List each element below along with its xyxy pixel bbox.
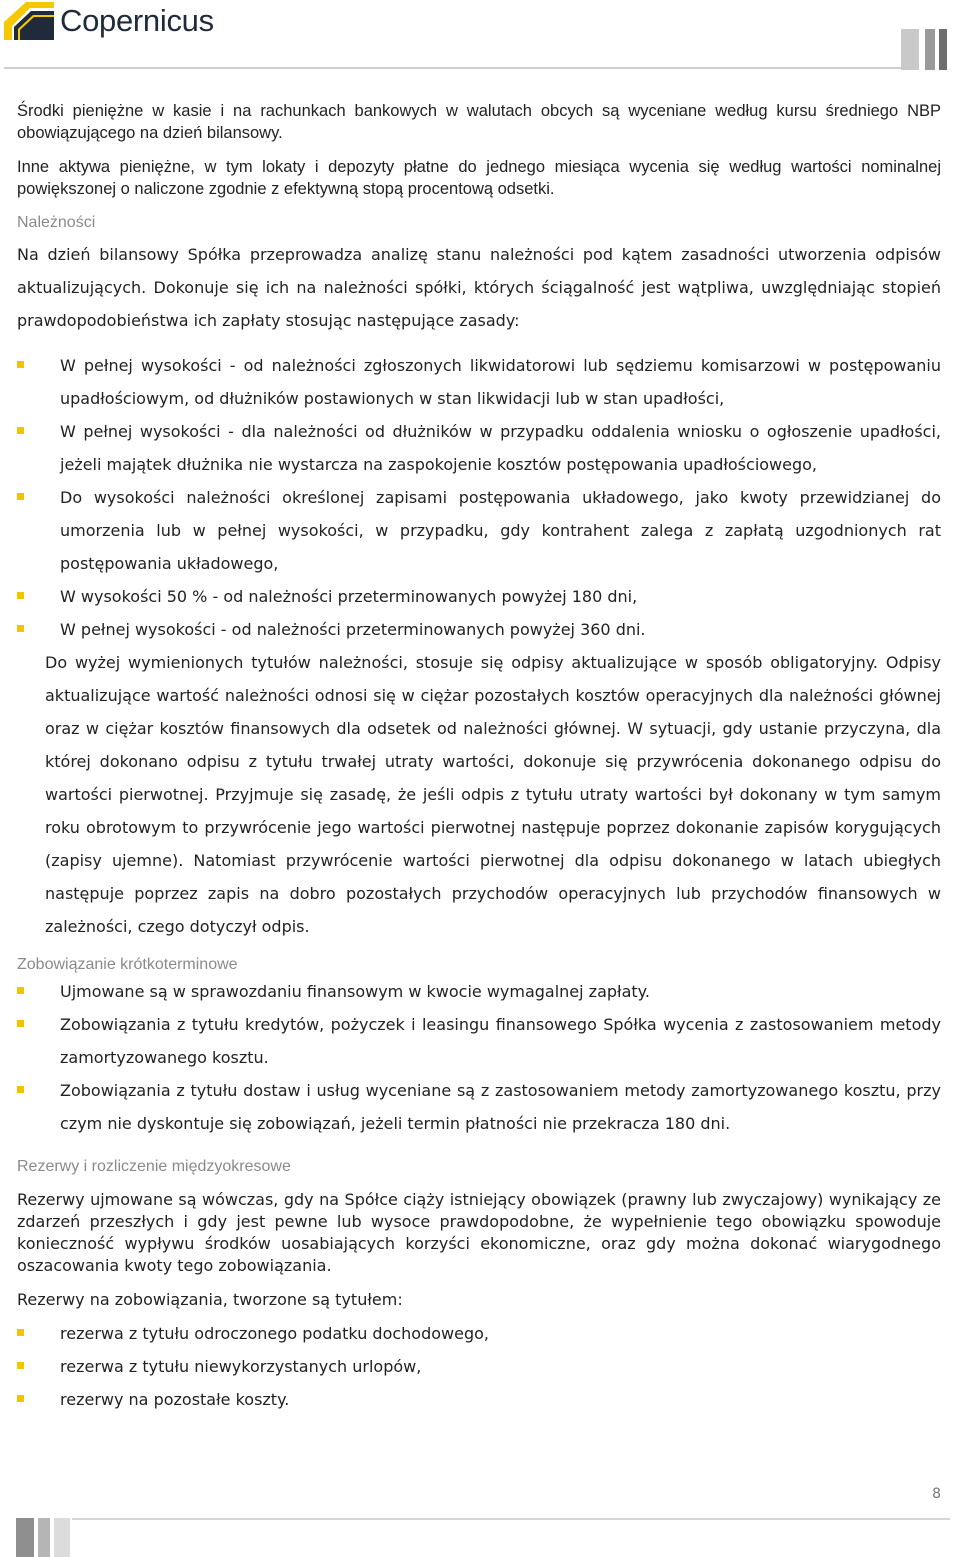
paragraph-provisions-intro: Rezerwy na zobowiązania, tworzone są tytułem: <box>17 1290 403 1309</box>
page-header <box>0 0 960 72</box>
bullet-icon <box>17 625 24 632</box>
paragraph-other-assets: Inne aktywa pieniężne, w tym lokaty i depozyty płatne do jednego miesiąca wycenia się według wartości nominalnej powiększonej o naliczone zgodnie z efektywną stopą procentową odsetki. <box>17 158 941 198</box>
heading-short-term-liabilities: Zobowiązanie krótkoterminowe <box>17 956 238 973</box>
paragraph-write-offs: Do wyżej wymienionych tytułów należności, stosuje się odpisy aktualizujące w sposób obligatoryjny. Odpisy aktualizujące wartość należności odnosi się w ciężar pozostałych kosztów operacyjnych dla należności głównej oraz w ciężar kosztów finansowych dla odsetek od należności głównej. W sytuacji, gdy ustanie przyczyna, dla której dokonano odpisu z tytułu trwałej utraty wartości, dokonuje się przywrócenia dokonanego odpisu do wartości pierwotnej. Przyjmuje się zasadę, że jeśli odpis z tytułu utraty wartości był dokonany w tym samym roku obrotowym to przywrócenie jego wartości pierwotnej następuje poprzez dokonanie zapisów korygujących (zapisy ujemne). Natomiast przywrócenie wartości pierwotnej dla odpisu dokonanego w latach ubiegłych następuje poprzez zapis na dobro pozostałych przychodów operacyjnych lub przychodów finansowych w zależności, czego dotyczył odpis. <box>45 653 941 936</box>
header-divider <box>4 67 938 69</box>
list-item: W pełnej wysokości - od należności przeterminowanych powyżej 360 dni. <box>17 613 941 646</box>
heading-receivables: Należności <box>17 214 96 231</box>
bullet-icon <box>17 592 24 599</box>
copernicus-logo <box>4 2 214 40</box>
paragraph-provisions: Rezerwy ujmowane są wówczas, gdy na Spółce ciąży istniejący obowiązek (prawny lub zwyczajowy) wynikający ze zdarzeń przeszłych i gdy jest pewne lub wysoce prawdopodobne, że wypełnienie tego obowiązku spowoduje konieczność wypływu środków uosabiających korzyści ekonomiczne, oraz gdy można dokonać wiarygodnego oszacowania kwoty tego zobowiązania. <box>17 1190 941 1275</box>
list-item: W wysokości 50 % - od należności przeterminowanych powyżej 180 dni, <box>17 580 941 613</box>
list-item: W pełnej wysokości - dla należności od dłużników w przypadku oddalenia wniosku o ogłoszenie upadłości, jeżeli majątek dłużnika nie wystarcza na zaspokojenie kosztów postępowania upadłościowego, <box>17 415 941 481</box>
bullet-icon <box>17 1020 24 1027</box>
list-item: Zobowiązania z tytułu dostaw i usług wyceniane są z zastosowaniem metody zamortyzowanego kosztu, przy czym nie dyskontuje się zobowiązań, jeżeli termin płatności nie przekracza 180 dni. <box>17 1074 941 1140</box>
bullet-icon <box>17 1395 24 1402</box>
bullet-icon <box>17 987 24 994</box>
list-item: rezerwy na pozostałe koszty. <box>17 1383 941 1416</box>
liabilities-list <box>17 975 941 1140</box>
receivables-rules-list <box>17 349 941 646</box>
list-item: rezerwa z tytułu odroczonego podatku dochodowego, <box>17 1317 941 1350</box>
bullet-icon <box>17 427 24 434</box>
logo-mark-icon <box>4 2 54 40</box>
footer-decorative-bars <box>16 1518 70 1557</box>
page-number: 8 <box>932 1486 941 1502</box>
heading-provisions: Rezerwy i rozliczenie międzyokresowe <box>17 1158 291 1175</box>
list-item: Zobowiązania z tytułu kredytów, pożyczek i leasingu finansowego Spółka wycenia z zastosowaniem metody zamortyzowanego kosztu. <box>17 1008 941 1074</box>
list-item: Do wysokości należności określonej zapisami postępowania układowego, jako kwoty przewidzianej do umorzenia lub w pełnej wysokości, w przypadku, gdy kontrahent zalega z zapłatą uzgodnionych rat postępowania układowego, <box>17 481 941 580</box>
document-body <box>17 100 941 1416</box>
paragraph-cash: Środki pieniężne w kasie i na rachunkach bankowych w walutach obcych są wyceniane według kursu średniego NBP obowiązującego na dzień bilansowy. <box>17 102 941 142</box>
footer-divider <box>72 1518 950 1520</box>
provisions-list <box>17 1317 941 1416</box>
header-decorative-bars <box>901 29 947 70</box>
paragraph-receivables: Na dzień bilansowy Spółka przeprowadza analizę stanu należności pod kątem zasadności utworzenia odpisów aktualizujących. Dokonuje się ich na należności spółki, których ściągalność jest wątpliwa, uwzględniając stopień prawdopodobieństwa ich zapłaty stosując następujące zasady: <box>17 245 941 330</box>
bullet-icon <box>17 493 24 500</box>
bullet-icon <box>17 361 24 368</box>
list-item: rezerwa z tytułu niewykorzystanych urlopów, <box>17 1350 941 1383</box>
list-item: Ujmowane są w sprawozdaniu finansowym w kwocie wymagalnej zapłaty. <box>17 975 941 1008</box>
list-item: W pełnej wysokości - od należności zgłoszonych likwidatorowi lub sędziemu komisarzowi w postępowaniu upadłościowym, od dłużników postawionych w stan likwidacji lub w stan upadłości, <box>17 349 941 415</box>
bullet-icon <box>17 1086 24 1093</box>
bullet-icon <box>17 1329 24 1336</box>
bullet-icon <box>17 1362 24 1369</box>
logo-text: Copernicus <box>60 3 214 38</box>
